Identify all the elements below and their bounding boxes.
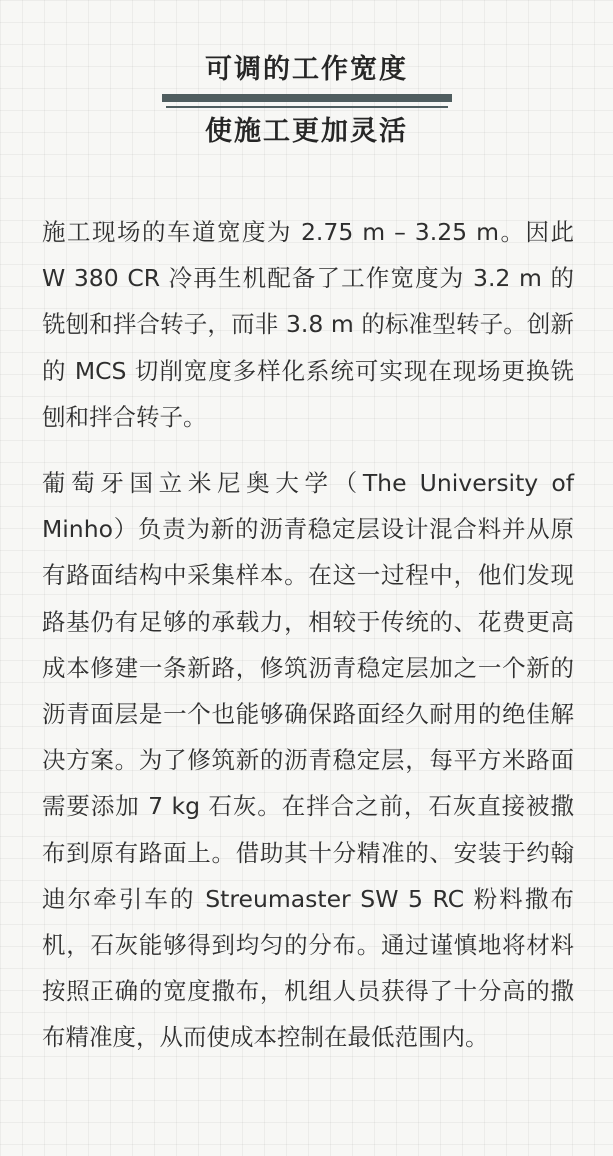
section-title: 可调的工作宽度: [205, 54, 408, 85]
title-divider-thick: [162, 94, 452, 102]
paragraph-university-minho: 葡萄牙国立米尼奥大学（The University of Minho）负责为新的沥青稳定层设计混合料并从原有路面结构中采集样本。在这一过程中，他们发现路基仍有足够的承载力，相较于传统的、花费更高成本修建一条新路，修筑沥青稳定层加之一个新的沥青面层是一个也能够确保路面经久耐用的绝佳解决方案。为了修筑新的沥青稳定层，每平方米路面需要添加 7 kg 石灰。在拌合之前，石灰直接被撒布到原有路面上。借助其十分精准的、安装于约翰迪尔牵引车的 Streumaster SW 5 RC 粉料撒布机，石灰能够得到均匀的分布。通过谨慎地将材料按照正确的宽度撒布，机组人员获得了十分高的撒布精准度，从而使成本控制在最低范围内。: [42, 469, 574, 1052]
section-subtitle: 使施工更加灵活: [205, 116, 408, 147]
title-divider-thin: [166, 106, 448, 108]
paragraph-lane-width: 施工现场的车道宽度为 2.75 m – 3.25 m。因此 W 380 CR 冷再生机配备了工作宽度为 3.2 m 的铣刨和拌合转子，而非 3.8 m 的标准型转子。创新的 MCS 切削宽度多样化系统可实现在现场更换铣刨和拌合转子。: [42, 218, 574, 431]
section-header: [0, 0, 613, 160]
